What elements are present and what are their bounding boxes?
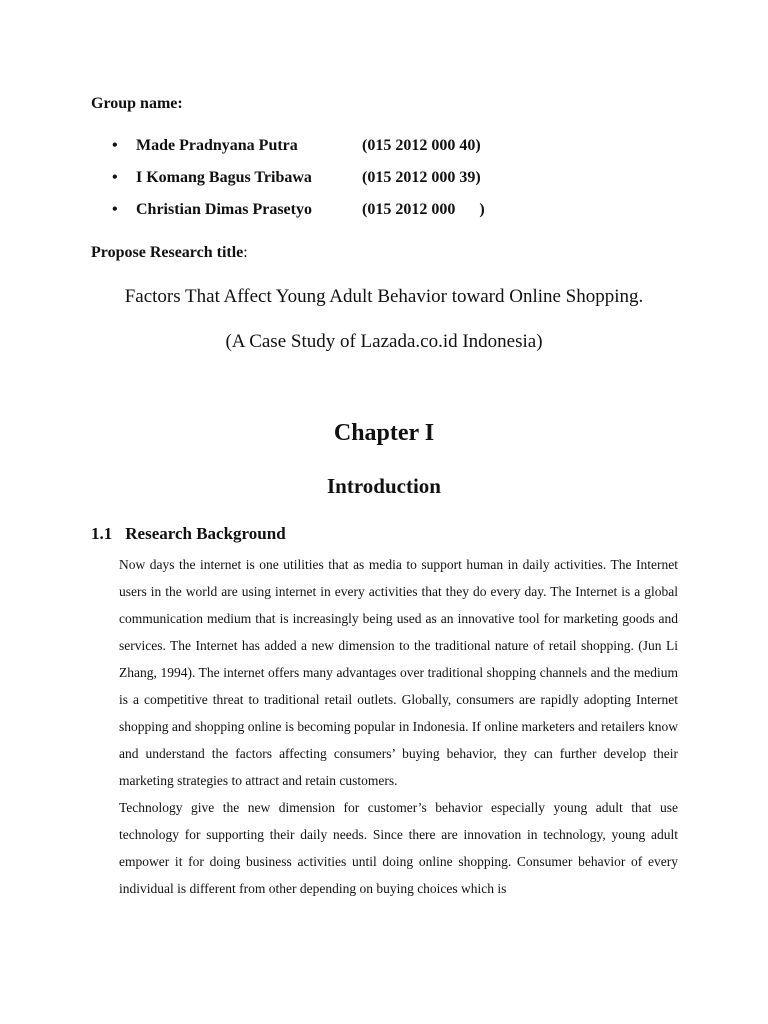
chapter-title: Chapter I (333, 420, 435, 446)
section-number: 1.1 (91, 524, 113, 543)
group-name-label: Group name: (91, 95, 183, 112)
research-subtitle: (A Case Study of Lazada.co.id Indonesia) (225, 331, 543, 352)
member-name: I Komang Bagus Tribawa (136, 169, 312, 186)
member-item (112, 168, 532, 200)
section-heading (91, 523, 286, 545)
member-id: (015 2012 000 ) (362, 201, 485, 218)
research-title-label (91, 243, 248, 263)
bullet-icon: • (112, 137, 118, 154)
member-item (112, 136, 532, 168)
member-name: Made Pradnyana Putra (136, 137, 298, 154)
bullet-icon: • (112, 201, 118, 218)
research-title: Factors That Affect Young Adult Behavior toward Online Shopping. (124, 286, 644, 307)
member-id: (015 2012 000 39) (362, 169, 481, 186)
member-item (112, 200, 532, 232)
bullet-icon: • (112, 169, 118, 186)
member-name: Christian Dimas Prasetyo (136, 201, 312, 218)
section-title: Research Background (125, 524, 286, 543)
research-label-colon: : (243, 244, 248, 261)
body-paragraph: Now days the internet is one utilities that as media to support human in daily activities. The Internet users in the world are using internet in every activities that they do every day. The Internet is a global communication medium that is increasingly being used as an innovative tool for marketing goods and services. The Internet has added a new dimension to the traditional nature of retail shopping. (Jun Li Zhang, 1994). The internet offers many advantages over traditional shopping channels and the medium is a competitive threat to traditional retail outlets. Globally, consumers are rapidly adopting Internet shopping and shopping online is becoming popular in Indonesia. If online marketers and retailers know and understand the factors affecting consumers’ buying behavior, they can further develop their marketing strategies to attract and retain customers. (119, 557, 678, 788)
member-id: (015 2012 000 40) (362, 137, 481, 154)
body-paragraph: Technology give the new dimension for customer’s behavior especially young adult that use technology for supporting their daily needs. Since there are innovation in technology, young adult empower it for doing business activities until doing online shopping. Consumer behavior of every individual is different from other depending on buying choices which is (119, 800, 678, 896)
section-body (119, 551, 678, 902)
member-list (112, 136, 532, 232)
chapter-subtitle: Introduction (327, 474, 441, 498)
research-label-text: Propose Research title (91, 244, 244, 261)
